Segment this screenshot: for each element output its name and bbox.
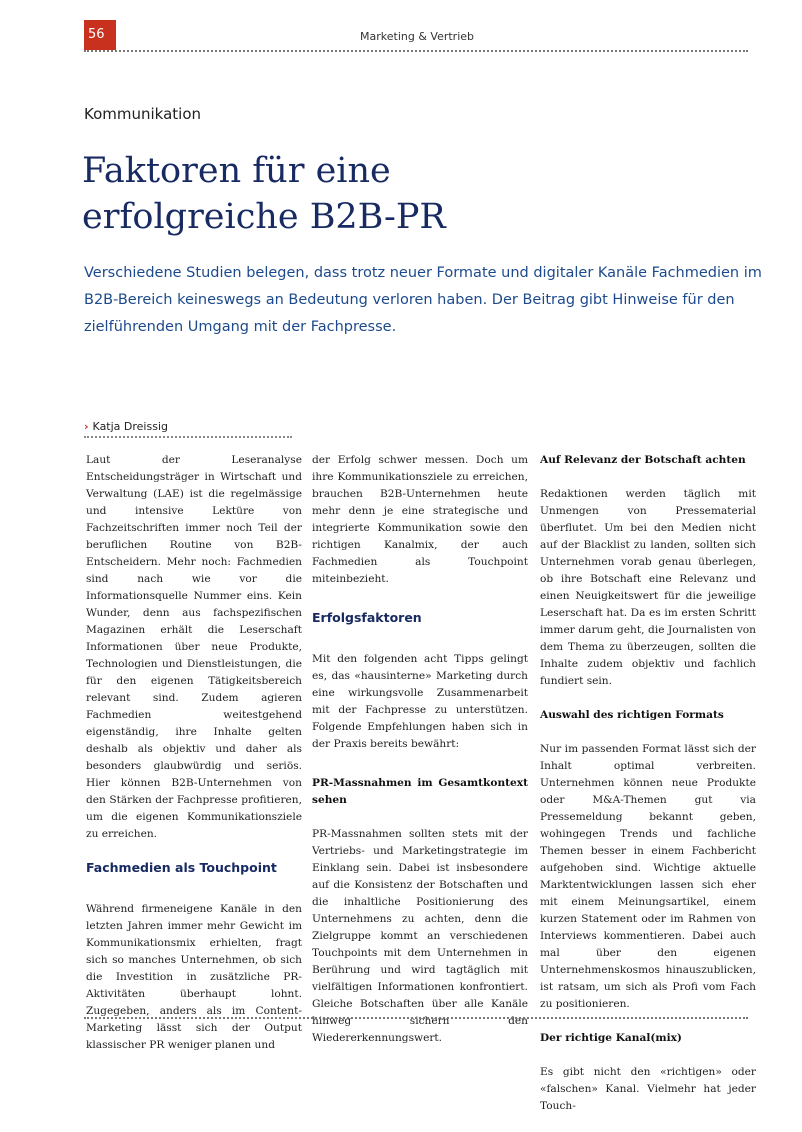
text-column-1: [86, 452, 302, 1071]
running-header: Marketing & Vertrieb: [360, 30, 474, 43]
author-byline: [84, 420, 168, 433]
text-column-2: [312, 452, 528, 1064]
sub-heading: Auf Relevanz der Botschaft achten: [540, 454, 746, 466]
sub-heading: Der richtige Kanal(mix): [540, 1032, 682, 1044]
section-heading: Erfolgsfaktoren: [312, 610, 422, 625]
section-heading: Fachmedien als Touchpoint: [86, 860, 277, 875]
paragraph: Es gibt nicht den «richtigen» oder «falschen» Kanal. Vielmehr hat jeder Touch-: [540, 1066, 756, 1112]
bottom-dotted-rule: [84, 1017, 748, 1019]
paragraph: PR-Massnahmen sollten stets mit der Vertriebs- und Marketingstrategie im Einklang sein. Dabei ist insbesondere auf die Konsistenz der Botschaften und die inhaltliche Positionierung des Unternehmens zu achten, denn die Zielgruppe kommt an verschiedenen Touchpoints mit dem Unternehmen in Berührung und wird tagtäglich mit vielfältigen Informationen konfrontiert. Gleiche Botschaften über alle Kanäle hinweg sichern den Wiedererkennungswert.: [312, 828, 528, 1044]
sub-heading: Auswahl des richtigen Formats: [540, 709, 724, 721]
title-line-1: Faktoren für eine: [82, 151, 391, 191]
paragraph: Laut der Leseranalyse Entscheidungsträger in Wirtschaft und Verwaltung (LAE) ist die regelmässige und intensive Lektüre von Fachzeitschriften immer noch Teil der beruflichen Routine von B2B-Entscheidern. Mehr noch: Fachmedien sind nach wie vor die Informationsquelle Nummer eins. Kein Wunder, denn aus fachspezifischen Magazinen erhält die Leserschaft Informationen über neue Produkte, Technologien und Dienstleistungen, die für den eigenen Tätigkeitsbereich relevant sind. Zudem agieren Fachmedien weitestgehend eigenständig, ihre Inhalte gelten deshalb als objektiv und daher als besonders glaubwürdig und seriös. Hier können B2B-Unternehmen von den Stärken der Fachpresse profitieren, um die eigenen Kommunikationsziele zu erreichen.: [86, 454, 302, 840]
chevron-right-icon: ›: [84, 420, 89, 433]
top-dotted-rule: [84, 50, 748, 52]
paragraph: Redaktionen werden täglich mit Unmengen von Pressematerial überflutet. Um bei den Medien nicht auf der Blacklist zu landen, sollten sich Unternehmen vorab genau überlegen, ob ihre Botschaft eine Relevanz und einen Neuigkeitswert für die jeweilige Leserschaft hat. Da es im ersten Schritt immer darum geht, die Journalisten von dem Thema zu überzeugen, sollten die Inhalte zudem objektiv und fachlich fundiert sein.: [540, 488, 756, 687]
paragraph: der Erfolg schwer messen. Doch um ihre Kommunikationsziele zu erreichen, brauchen B2B-Unternehmen heute mehr denn je eine strategische und integrierte Kommunikation sowie den richtigen Kanalmix, der auch Fachmedien als Touchpoint miteinbezieht.: [312, 454, 528, 585]
paragraph: Mit den folgenden acht Tipps gelingt es, das «hausinterne» Marketing durch eine wirkungsvolle Zusammenarbeit mit der Fachpresse zu unterstützen. Folgende Empfehlungen haben sich in der Praxis bereits bewährt:: [312, 653, 528, 750]
article-title: [82, 148, 722, 240]
author-name: Katja Dreissig: [92, 420, 168, 433]
text-column-3: [540, 452, 756, 1132]
title-line-2: erfolgreiche B2B-PR: [82, 197, 446, 237]
sub-heading: PR-Massnahmen im Gesamtkontext sehen: [312, 777, 528, 806]
article-lead: Verschiedene Studien belegen, dass trotz neuer Formate und digitaler Kanäle Fachmedien im B2B-Bereich keineswegs an Bedeutung verloren haben. Der Beitrag gibt Hinweise für den zielführenden Umgang mit der Fachpresse.: [84, 265, 762, 335]
article-kicker: Kommunikation: [84, 105, 202, 123]
paragraph: Während firmeneigene Kanäle in den letzten Jahren immer mehr Gewicht im Kommunikationsmix erhielten, fragt sich so manches Unternehmen, ob sich die Investition in zusätzliche PR-Aktivitäten überhaupt lohnt. Zugegeben, anders als im Content-Marketing lässt sich der Output klassischer PR weniger planen und: [86, 903, 302, 1051]
paragraph: Nur im passenden Format lässt sich der Inhalt optimal verbreiten. Unternehmen können neue Produkte oder M&A-Themen gut via Pressemeldung bekannt geben, wohingegen Trends und fachliche Themen besser in einem Fachbericht aufgehoben sind. Wichtige aktuelle Marktentwicklungen lassen sich eher mit einem Meinungsartikel, einem kurzen Statement oder im Rahmen von Interviews kommentieren. Dabei auch mal über den eigenen Unternehmenskosmos hinauszublicken, ist ratsam, um sich als Profi vom Fach zu positionieren.: [540, 743, 756, 1010]
page-number: 56: [84, 20, 116, 50]
author-dotted-rule: [84, 436, 292, 438]
